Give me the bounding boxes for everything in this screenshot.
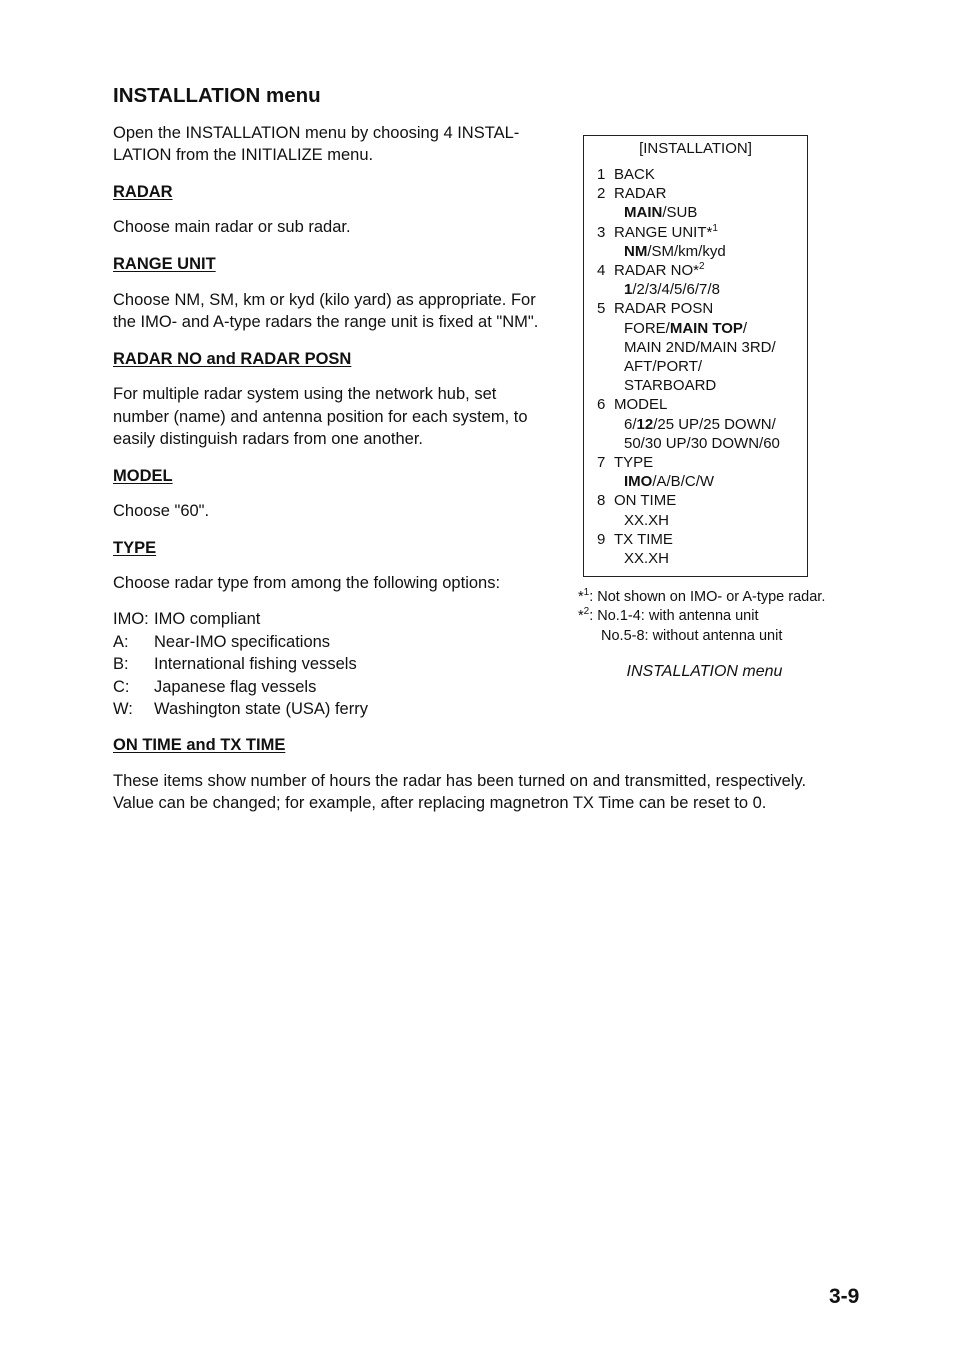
type-option-key: A:	[113, 632, 129, 651]
menu-item-number: 3	[597, 223, 606, 241]
menu-option-text: 50/30 UP/30 DOWN/60	[624, 434, 780, 452]
menu-item-options	[597, 472, 780, 491]
section-title-radar: RADAR	[113, 183, 173, 201]
menu-item-label: RADAR POSN	[614, 300, 714, 318]
type-option	[113, 631, 368, 654]
type-option-desc: Japanese flag vessels	[154, 677, 317, 696]
menu-option-default: IMO	[624, 473, 653, 491]
menu-item-label: BACK	[614, 166, 655, 183]
menu-item-number: 6	[597, 396, 606, 414]
section-text-model: Choose "60".	[113, 502, 210, 520]
menu-option-text: /2/3/4/5/6/7/8	[632, 281, 720, 299]
menu-item-options	[597, 242, 780, 261]
type-options-list	[113, 608, 368, 721]
type-option-key: B:	[113, 655, 129, 673]
menu-item-options	[597, 203, 780, 222]
menu-item	[597, 453, 780, 472]
footnote-sup: 2	[583, 606, 590, 617]
section-title-type: TYPE	[113, 539, 157, 557]
menu-option-default: NM	[624, 242, 648, 260]
menu-option-text: AFT/PORT/	[624, 358, 703, 376]
page-heading: INSTALLATION menu	[113, 84, 321, 107]
menu-item-number: 5	[597, 300, 606, 318]
menu-option-text: /A/B/C/W	[652, 473, 715, 491]
section-text-radar-no-2: number (name) and antenna position for each system, to	[113, 408, 528, 426]
menu-item-options	[597, 434, 780, 453]
menu-item-options	[597, 549, 780, 568]
type-option	[113, 653, 368, 676]
type-option-key: C:	[113, 677, 130, 696]
menu-option-text: /SUB	[662, 204, 698, 222]
menu-item-list	[597, 165, 780, 568]
type-option-desc: IMO compliant	[154, 610, 261, 628]
menu-item-options	[597, 319, 780, 338]
type-option	[113, 698, 368, 721]
type-option-desc: Washington state (USA) ferry	[154, 700, 368, 718]
menu-option-text: 6/	[624, 415, 637, 433]
menu-option-text: STARBOARD	[624, 377, 717, 395]
menu-item-options	[597, 357, 780, 376]
menu-item-label: ON TIME	[614, 492, 677, 510]
menu-option-text: MAIN 2ND/MAIN 3RD/	[624, 338, 776, 356]
menu-item-number: 8	[597, 492, 606, 510]
type-option-key: W:	[113, 700, 133, 718]
footnote-sup: 1	[583, 587, 590, 598]
type-option-desc: Near-IMO specifications	[154, 632, 331, 651]
menu-item-number: 1	[597, 166, 606, 183]
type-option	[113, 676, 368, 699]
menu-item-options	[597, 511, 780, 530]
menu-item-label: RADAR	[614, 185, 667, 203]
menu-item-options	[597, 338, 780, 357]
type-option-desc: International fishing vessels	[154, 655, 357, 673]
footnote-text: : Not shown on IMO- or A-type radar.	[589, 589, 826, 605]
menu-option-text: FORE/	[624, 319, 670, 337]
section-text-radar-no-3: easily distinguish radars from one another.	[113, 430, 424, 448]
footnote-3: No.5-8: without antenna unit	[601, 628, 783, 644]
section-text-range-unit-2: the IMO- and A-type radars the range unit is fixed at "NM".	[113, 313, 539, 331]
menu-item	[597, 223, 780, 242]
menu-item-number: 2	[597, 185, 606, 203]
figure-caption: INSTALLATION menu	[626, 663, 783, 680]
section-text-on-time-1: These items show number of hours the radar has been turned on and transmitted, respectively.	[113, 772, 807, 790]
menu-option-default: 12	[636, 415, 654, 433]
footnote-mark: *	[578, 608, 584, 624]
menu-item	[597, 395, 780, 414]
footnote-text: : No.1-4: with antenna unit	[589, 608, 759, 624]
menu-item	[597, 184, 780, 203]
menu-item-label: TYPE	[614, 454, 654, 472]
menu-title: [INSTALLATION]	[639, 140, 752, 157]
footnote-mark: *	[578, 589, 584, 605]
menu-item-label: TX TIME	[614, 530, 673, 548]
section-text-radar-no-1: For multiple radar system using the network hub, set	[113, 385, 497, 403]
section-title-range-unit: RANGE UNIT	[113, 255, 216, 273]
type-option	[113, 608, 368, 631]
menu-item-number: 7	[597, 454, 606, 472]
menu-item-footnote-mark: 2	[699, 261, 705, 273]
menu-option-text: /25 UP/25 DOWN/	[653, 415, 776, 433]
menu-item-options	[597, 280, 780, 299]
section-title-radar-no: RADAR NO and RADAR POSN	[113, 350, 352, 368]
menu-option-default: MAIN TOP	[669, 319, 743, 337]
menu-option-text: /SM/km/kyd	[647, 242, 726, 260]
menu-item	[597, 299, 780, 318]
menu-item-options	[597, 415, 780, 434]
section-title-on-time: ON TIME and TX TIME	[113, 736, 286, 754]
section-text-on-time-2: Value can be changed; for example, after replacing magnetron TX Time can be reset to 0.	[113, 794, 767, 812]
menu-option-default: 1	[624, 281, 633, 299]
type-option-key: IMO:	[113, 610, 149, 628]
menu-option-text: /	[742, 319, 748, 337]
intro-line-2: LATION from the INITIALIZE menu.	[113, 146, 374, 164]
section-text-range-unit-1: Choose NM, SM, km or kyd (kilo yard) as appropriate. For	[113, 291, 536, 309]
menu-item	[597, 165, 780, 184]
footnote-1	[578, 589, 825, 605]
intro-line-1: Open the INSTALLATION menu by choosing 4 INSTAL-	[113, 124, 520, 142]
menu-option-text: XX.XH	[624, 550, 670, 568]
menu-item-options	[597, 376, 780, 395]
menu-item	[597, 261, 780, 280]
menu-item-label: RADAR NO*	[614, 262, 700, 280]
menu-item-number: 4	[597, 262, 606, 280]
menu-item	[597, 491, 780, 510]
section-text-radar: Choose main radar or sub radar.	[113, 218, 351, 236]
menu-item-footnote-mark: 1	[712, 222, 718, 234]
menu-item	[597, 530, 780, 549]
section-text-type: Choose radar type from among the following options:	[113, 574, 501, 592]
page-number: 3-9	[829, 1285, 860, 1308]
menu-option-text: XX.XH	[624, 511, 670, 529]
footnote-2	[578, 608, 759, 624]
menu-item-number: 9	[597, 530, 606, 548]
menu-item-label: MODEL	[614, 396, 668, 414]
menu-item-label: RANGE UNIT*	[614, 223, 713, 241]
menu-option-default: MAIN	[624, 204, 663, 222]
section-title-model: MODEL	[113, 467, 173, 485]
